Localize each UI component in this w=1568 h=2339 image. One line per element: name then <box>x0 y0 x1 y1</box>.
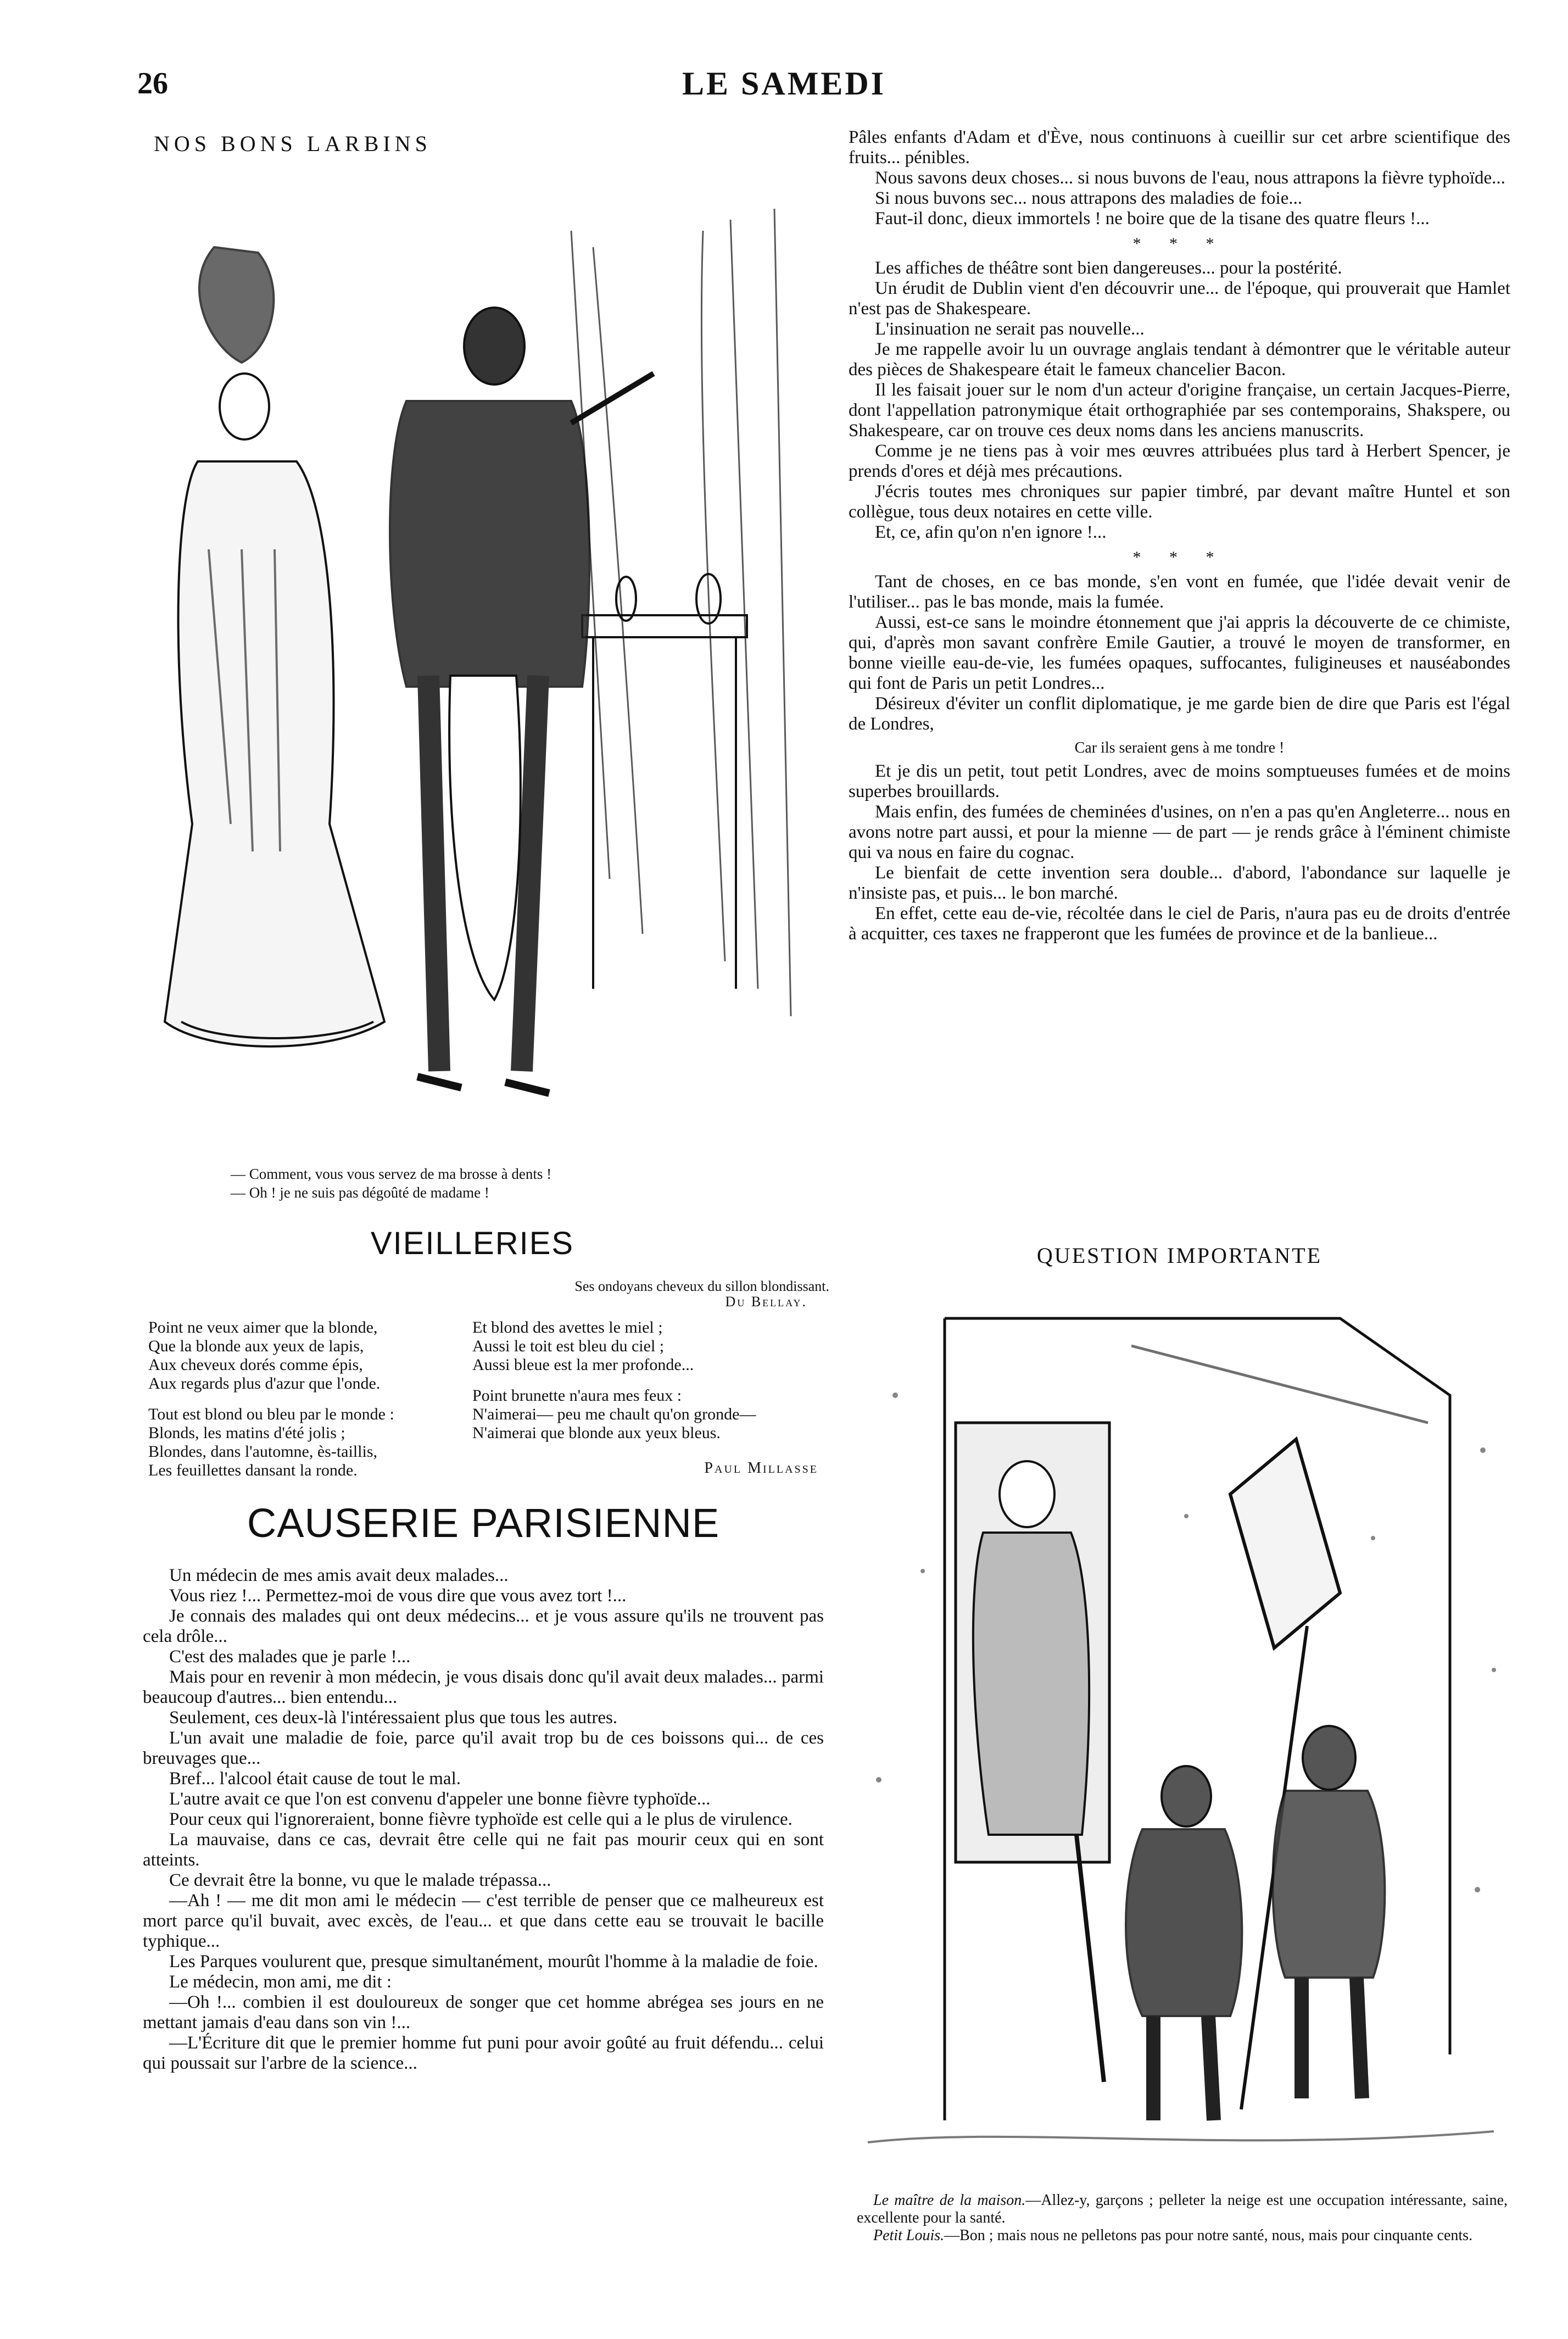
paragraph: Désireux d'éviter un conflit diplomatique, je me garde bien de dire que Paris est l'égal de Londres, <box>849 694 1510 734</box>
cartoon-illustration-larbins <box>99 165 818 1148</box>
paragraph: La mauvaise, dans ce cas, devrait être celle qui ne fait pas mourir ceux qui en sont atteints. <box>143 1830 824 1870</box>
caption-speaker: Petit Louis. <box>873 2227 945 2244</box>
poem-line: Blondes, dans l'automne, ès-taillis, <box>148 1443 378 1461</box>
cartoon-title: NOS BONS LARBINS <box>154 131 432 156</box>
caption-text: —Bon ; mais nous ne pelletons pas pour notre santé, nous, mais pour cinquante cents. <box>944 2227 1473 2244</box>
paragraph: Un médecin de mes amis avait deux malades... <box>169 1566 509 1585</box>
poem-line: Point brunette n'aura mes feux : <box>472 1386 682 1405</box>
paragraph: Seulement, ces deux-là l'intéressaient plus que tous les autres. <box>169 1708 618 1728</box>
paragraph: Je me rappelle avoir lu un ouvrage anglais tendant à démontrer que le véritable auteur des pièces de Shakespeare était le fameux chancelier Bacon. <box>849 339 1510 380</box>
article-title: CAUSERIE PARISIENNE <box>247 1500 720 1546</box>
section-separator: * * * <box>1132 235 1226 253</box>
poem-line: Aux cheveux dorés comme épis, <box>148 1356 363 1374</box>
paragraph: Nous savons deux choses... si nous buvons de l'eau, nous attrapons la fièvre typhoïde... <box>875 168 1505 188</box>
poem-line: Blonds, les matins d'été jolis ; <box>148 1424 345 1442</box>
poem-author: Paul Millasse <box>704 1460 818 1477</box>
paragraph: Les affiches de théâtre sont bien dangereuses... pour la postérité. <box>875 258 1342 278</box>
centered-line: Car ils seraient gens à me tondre ! <box>1074 739 1285 756</box>
paragraph: C'est des malades que je parle !... <box>169 1647 411 1667</box>
poem-line: Les feuillettes dansant la ronde. <box>148 1461 358 1479</box>
paragraph: Faut-il donc, dieux immortels ! ne boire que de la tisane des quatre fleurs !... <box>875 209 1430 229</box>
paragraph: Aussi, est-ce sans le moindre étonnement que j'ai appris la découverte de ce chimiste, qui, d'après mon savant confrère Emile Gautier, a trouvé le moyen de transformer, en bonne vieille eau-de-vie, les fumées opaques, suffocantes, fuligineuses et nauséabondes qui font de Paris un petit Londres... <box>849 612 1510 693</box>
paragraph: Comme je ne tiens pas à voir mes œuvres attribuées plus tard à Herbert Spencer, je prends d'ores et déjà mes précautions. <box>849 441 1510 481</box>
poem-left-column <box>148 1318 456 1492</box>
paragraph: Je connais des malades qui ont deux médecins... et je vous assure qu'ils ne trouvent pas cela drôle... <box>143 1606 824 1646</box>
poem-right-column <box>472 1318 824 1455</box>
paragraph: Mais enfin, des fumées de cheminées d'usines, on n'en a pas qu'en Angleterre... nous en avons notre part aussi, et pour la mienne — de part — je rends grâce à l'éminent chimiste qui va nous en faire du cognac. <box>849 802 1510 862</box>
poem-line: Tout est blond ou bleu par le monde : <box>148 1405 394 1423</box>
paragraph: Le bienfait de cette invention sera double... d'abord, l'abondance sur laquelle je n'insiste pas, et puis... le bon marché. <box>849 863 1510 903</box>
paragraph: En effet, cette eau de-vie, récoltée dans le ciel de Paris, n'aura pas eu de droits d'entrée à acquitter, ces taxes ne frapperont que les fumées de province et de la banlieue... <box>849 904 1510 944</box>
causerie-column <box>143 1566 824 2074</box>
paragraph: Et, ce, afin qu'on n'en ignore !... <box>875 522 1107 542</box>
paragraph: Il les faisait jouer sur le nom d'un acteur d'origine française, un certain Jacques-Pierre, dont l'appellation patronymique était orthographiée par ses contemporains, Shakspere, ou Shakespeare, car on trouve ces deux noms dans les anciens manuscrits. <box>849 380 1510 441</box>
poem-line: N'aimerai que blonde aux yeux bleus. <box>472 1424 721 1442</box>
paragraph: —Ah ! — me dit mon ami le médecin — c'est terrible de penser que ce malheureux est mort parce qu'il buvait, avec excès, de l'eau... et que dans cette eau se trouvait le bacille typhique... <box>143 1891 824 1951</box>
paragraph: Bref... l'alcool était cause de tout le mal. <box>169 1769 461 1789</box>
poem-line: Aux regards plus d'azur que l'onde. <box>148 1374 381 1393</box>
paragraph: L'autre avait ce que l'on est convenu d'appeler une bonne fièvre typhoïde... <box>169 1789 711 1809</box>
poem-line: N'aimerai— peu me chault qu'on gronde— <box>472 1405 756 1423</box>
paragraph: L'un avait une maladie de foie, parce qu'il avait trop bu de ces boissons qui... de ces breuvages que... <box>143 1728 824 1768</box>
caption-paragraph <box>857 2192 1508 2227</box>
paragraph: Pour ceux qui l'ignoreraient, bonne fièvre typhoïde est celle qui a le plus de virulence. <box>169 1809 793 1829</box>
paragraph: —L'Écriture dit que le premier homme fut puni pour avoir goûté au fruit défendu... celui qui poussait sur l'arbre de la science... <box>143 2033 824 2073</box>
poem-line: Aussi le toit est bleu du ciel ; <box>472 1337 665 1355</box>
caption-paragraph <box>857 2227 1508 2245</box>
paragraph: Si nous buvons sec... nous attrapons des maladies de foie... <box>875 188 1303 208</box>
caption-line: — Comment, vous vous servez de ma brosse à dents ! <box>231 1166 552 1182</box>
poem-line: Point ne veux aimer que la blonde, <box>148 1318 378 1336</box>
chronicle-right-column <box>849 127 1510 944</box>
paragraph: Ce devrait être la bonne, vu que le malade trépassa... <box>169 1870 551 1890</box>
paragraph: J'écris toutes mes chroniques sur papier timbré, par devant maître Huntel et son collègue, tous deux notaires en cette ville. <box>849 482 1510 522</box>
section-separator: * * * <box>1132 548 1226 566</box>
poem-stanza <box>472 1318 824 1374</box>
caption-text: —Allez-y, garçons ; pelleter la neige est une occupation intéressante, saine, excellente pour la santé. <box>857 2192 1508 2226</box>
paragraph: Un érudit de Dublin vient d'en découvrir une... de l'époque, qui prouverait que Hamlet n'est pas de Shakespeare. <box>849 279 1510 319</box>
paragraph: Le médecin, mon ami, me dit : <box>169 1972 392 1992</box>
paragraph: —Oh !... combien il est douloureux de songer que cet homme abrégea ses jours en ne mettant jamais d'eau dans son vin !... <box>143 1992 824 2032</box>
poem-stanza <box>148 1318 456 1393</box>
journal-title: LE SAMEDI <box>682 65 886 102</box>
cartoon-illustration-snow <box>846 1285 1516 2178</box>
poem-stanza <box>148 1405 456 1480</box>
poem-title: VIEILLERIES <box>370 1226 574 1261</box>
cartoon-caption <box>857 2192 1508 2245</box>
paragraph: L'insinuation ne serait pas nouvelle... <box>875 319 1145 339</box>
paragraph: Pâles enfants d'Adam et d'Ève, nous continuons à cueillir sur cet arbre scientifique des fruits... pénibles. <box>849 127 1510 168</box>
paragraph: Mais pour en revenir à mon médecin, je vous disais donc qu'il avait deux malades... parmi beaucoup d'autres... bien entendu... <box>143 1667 824 1707</box>
paragraph: Les Parques voulurent que, presque simultanément, mourût l'homme à la maladie de foie. <box>169 1952 818 1972</box>
poem-line: Et blond des avettes le miel ; <box>472 1318 663 1336</box>
poem-stanza <box>472 1386 824 1443</box>
cartoon-title: QUESTION IMPORTANTE <box>1036 1243 1323 1268</box>
poem-line: Aussi bleue est la mer profonde... <box>472 1356 694 1374</box>
paragraph: Et je dis un petit, tout petit Londres, avec de moins somptueuses fumées et de moins superbes brouillards. <box>849 761 1510 801</box>
page-number: 26 <box>137 66 168 101</box>
epigraph-author: Du Bellay. <box>725 1294 807 1310</box>
poem-epigraph <box>450 1279 829 1310</box>
cartoon-caption <box>231 1165 780 1202</box>
caption-line: — Oh ! je ne suis pas dégoûté de madame ! <box>231 1184 489 1201</box>
caption-speaker: Le maître de la maison. <box>873 2192 1026 2209</box>
paragraph: Tant de choses, en ce bas monde, s'en vont en fumée, que l'idée devait venir de l'utiliser... pas le bas monde, mais la fumée. <box>849 572 1510 612</box>
epigraph-text: Ses ondoyans cheveux du sillon blondissant. <box>574 1278 829 1294</box>
paragraph: Vous riez !... Permettez-moi de vous dire que vous avez tort !... <box>169 1586 627 1606</box>
poem-line: Que la blonde aux yeux de lapis, <box>148 1337 364 1355</box>
